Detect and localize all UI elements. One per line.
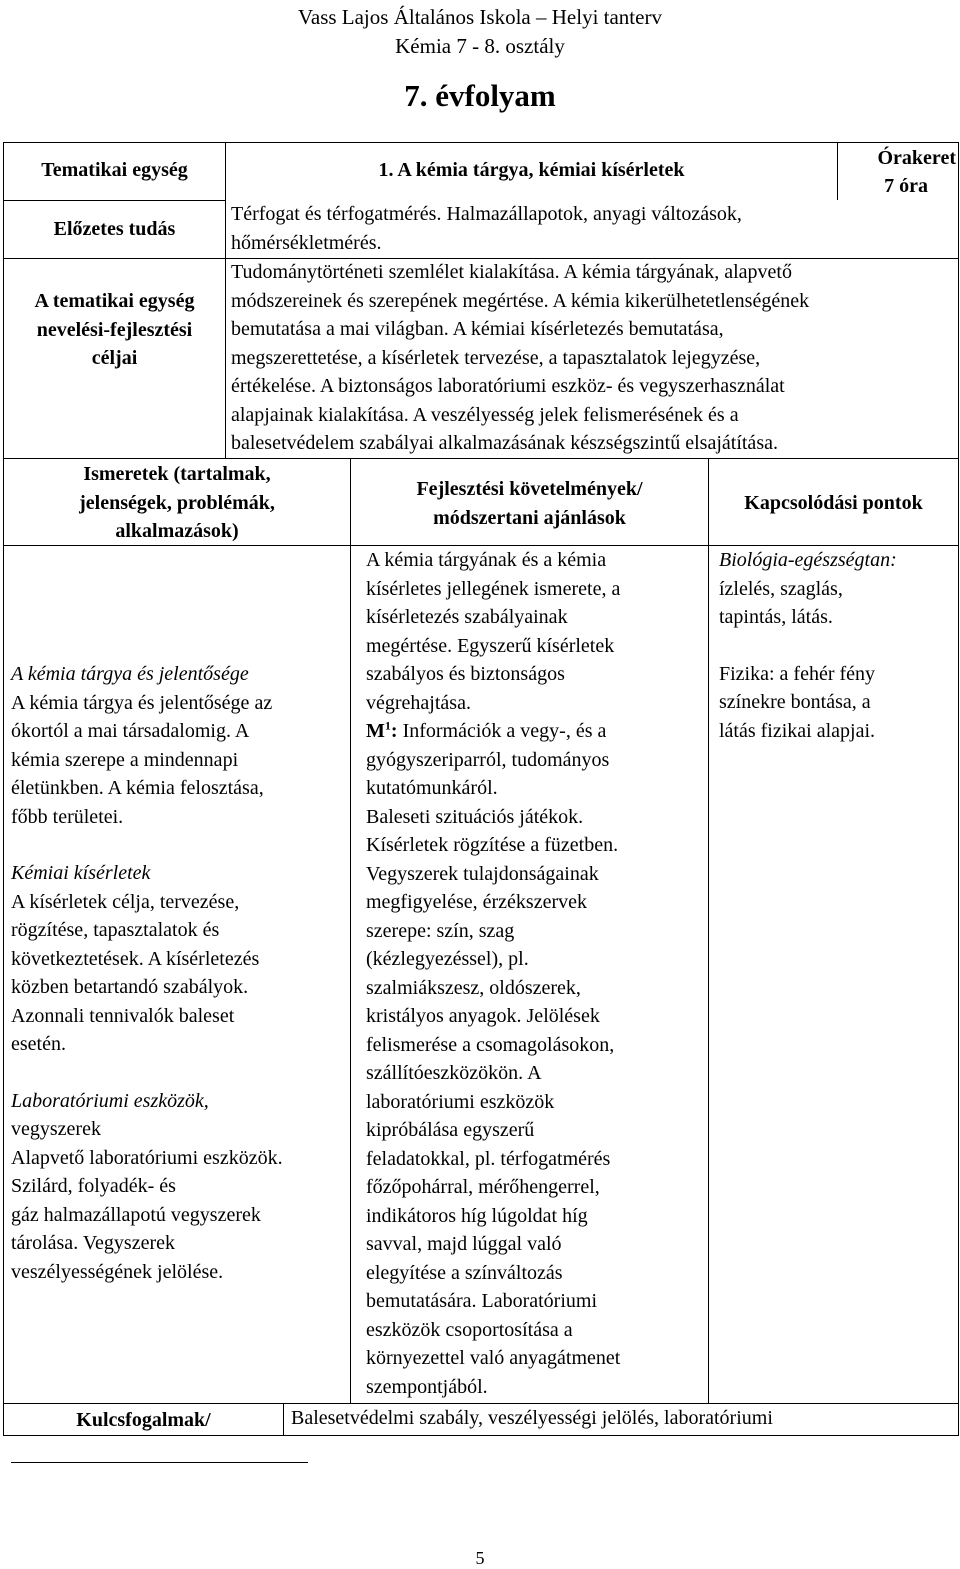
biology-link-title: Biológia-egészségtan: <box>719 549 897 571</box>
physics-link: Fizika: a fehér fény <box>719 662 876 685</box>
m1-line: $M^1$: Információk a vegy-, és a <box>366 718 607 742</box>
requirements-column: A kémia tárgyának és a kémia kísérletes jellegének ismerete, a kísérletezés szabályainak megértése. Egyszerű kísérletek szabályos és biztonságos végrehajtása. $M^1$: Információk a vegy-, és a gyógyszeriparról, tudományos kutatómunkáról. Baleseti szituációs játékok. Kísérletek rögzítése a füzetben. Vegyszerek tulajdonságainak megfigyelése, érzékszervek szerepe: szín, szag (kézlegyezéssel), pl. szalmiákszesz, oldószerek, kristályos anyagok. Jelölések felismerése a csomagolásokon, szállítóeszközökön. A laboratóriumi eszközök kipróbálása egyszerű feladatokkal, pl. térfogatmérés főzőpohárral, mérőhengerrel, indikátoros híg lúgoldat híg savval, majd lúggal való elegyítése a színváltozás bemutatására. Laboratóriumi eszközök csoportosítása a környezettel való anyagátmenet szempontjából. <box>366 546 706 1401</box>
hours-label: Órakeret <box>877 147 956 169</box>
prior-knowledge-text: Térfogat és térfogatmérés. Halmazállapotok, anyagi változások, hőmérsékletmérés. <box>231 203 742 254</box>
thematic-unit-label: Tematikai egység <box>41 159 188 181</box>
section-title: Laboratóriumi eszközök, <box>11 1089 209 1112</box>
thematic-unit-title: 1. A kémia tárgya, kémiai kísérletek <box>378 159 685 181</box>
school-title: Vass Lajos Általános Iskola – Helyi tanterv <box>298 5 662 29</box>
column-header-links: Kapcsolódási pontok <box>744 492 923 514</box>
links-column: Biológia-egészségtan: ízlelés, szaglás, tapintás, látás. Fizika: a fehér fény színekre bontása, a látás fizikai alapjai. <box>719 546 957 745</box>
hours-value: 7 óra <box>884 175 928 197</box>
key-concepts-label: Kulcsfogalmak/ <box>76 1409 211 1431</box>
page-number: 5 <box>475 1548 485 1568</box>
column-header-content: Ismeretek (tartalmak, jelenségek, problémák, alkalmazások) <box>79 463 275 542</box>
grade-heading: 7. évfolyam <box>404 78 556 113</box>
goals-label: A tematikai egység nevelési-fejlesztési céljai <box>34 290 195 369</box>
footnote-separator <box>11 1462 308 1463</box>
goals-text: Tudománytörténeti szemlélet kialakítása. A kémia tárgyának, alapvető módszereinek és szerepének megértése. A kémia kikerülhetetlenségének bemutatása a mai világban. A kémiai kísérletezés bemutatása, megszerettetése, a kísérletek tervezése, a tapasztalatok lejegyzése, értékelése. A biztonságos laboratóriumi eszköz- és vegyszerhasználat alapjainak kialakítása. A veszélyesség jelek felismerésének és a balesetvédelem szabályai alkalmazásának készségszintű elsajátítása. <box>231 261 810 454</box>
subject-subtitle: Kémia 7 - 8. osztály <box>395 34 565 58</box>
section-title: Kémiai kísérletek <box>11 862 151 884</box>
key-concepts-text: Balesetvédelmi szabály, veszélyességi jelölés, laboratóriumi <box>291 1407 773 1429</box>
content-column: A kémia tárgya és jelentősége A kémia tárgya és jelentősége az ókortól a mai társadalomig. A kémia szerepe a mindennapi életünkben. A kémia felosztása, főbb területei. Kémiai kísérletek A kísérletek célja, tervezése, rögzítése, tapasztalatok és következtetések. A kísérletezés közben betartandó szabályok. Azonnali tennivalók baleset esetén. Laboratóriumi eszközök, vegyszerek Alapvető laboratóriumi eszközök. Szilárd, folyadék- és gáz halmazállapotú vegyszerek tárolása. Vegyszerek veszélyességének jelölése. <box>11 660 349 1286</box>
section-title: A kémia tárgya és jelentősége <box>11 663 249 685</box>
prior-knowledge-label: Előzetes tudás <box>53 218 176 240</box>
column-header-requirements: Fejlesztési követelmények/ módszertani ajánlások <box>416 478 643 529</box>
